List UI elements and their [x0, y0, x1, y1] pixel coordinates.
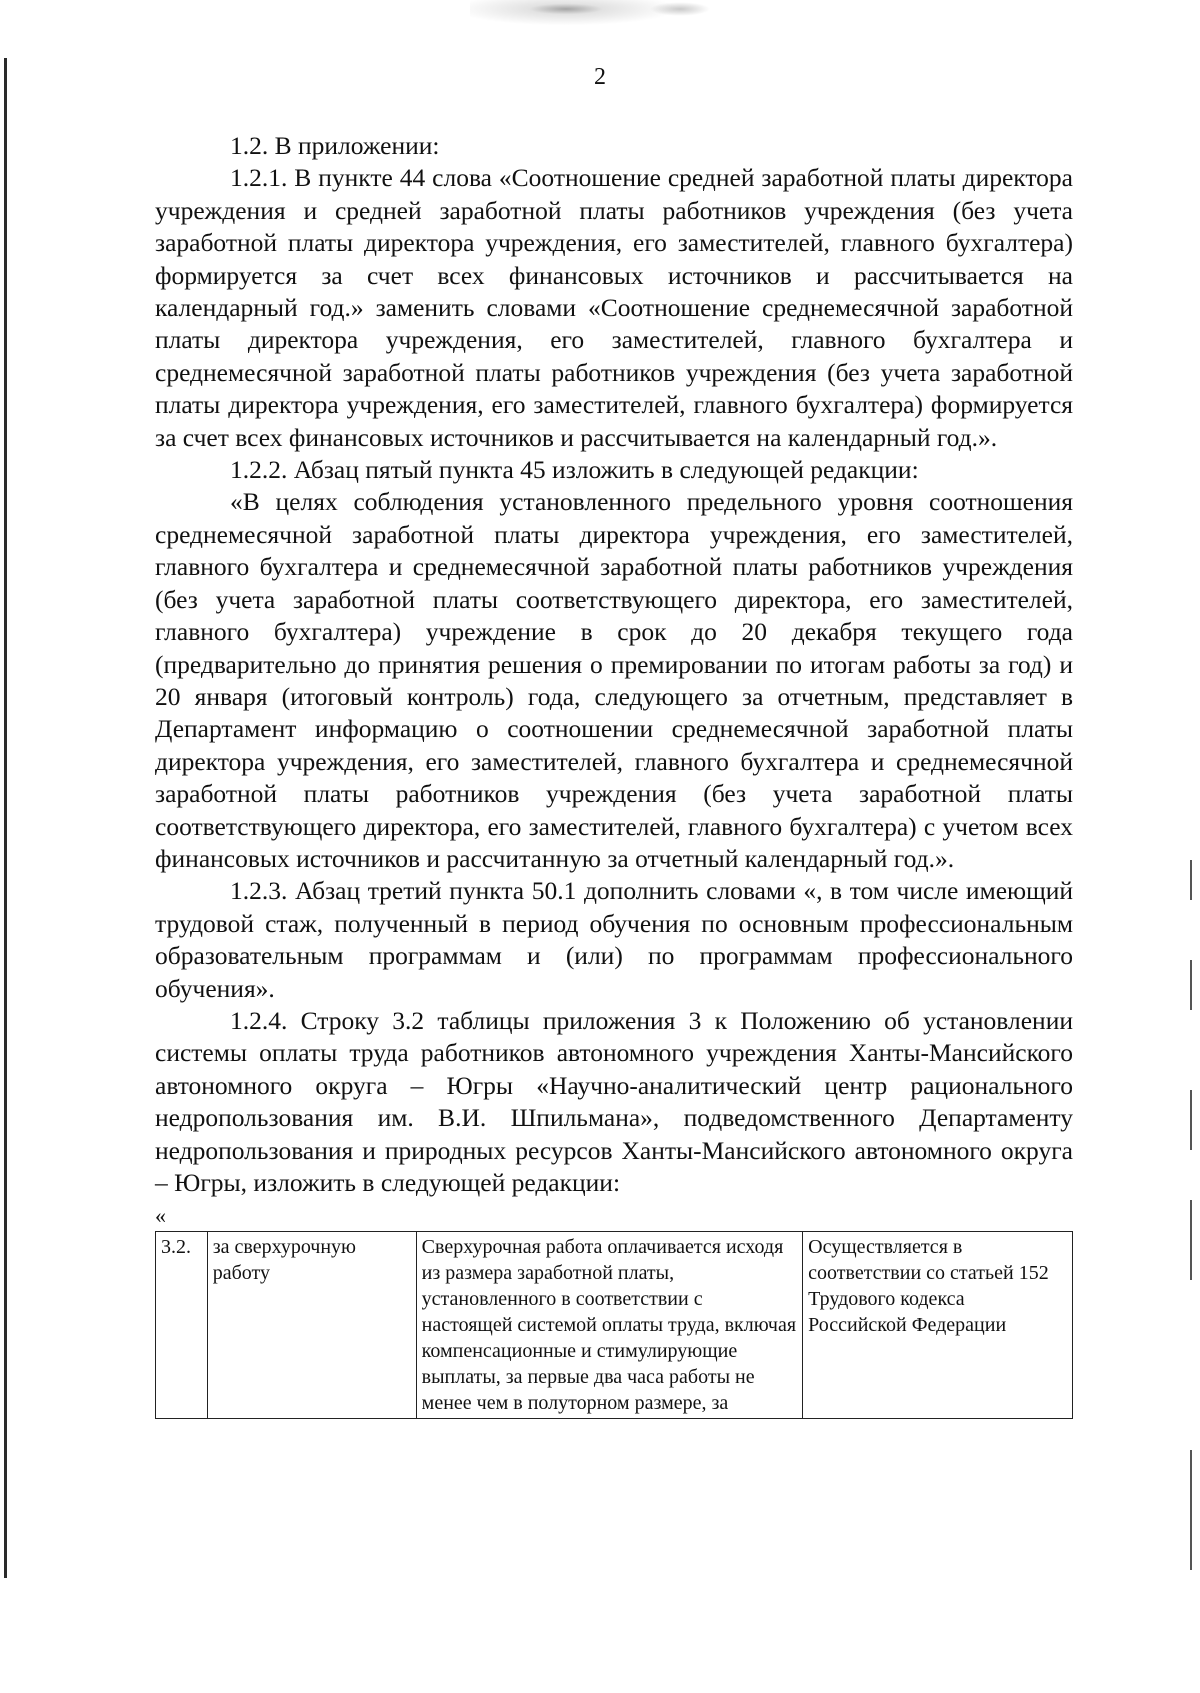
row-number: 3.2. [156, 1232, 208, 1419]
paragraph-1-2-3: 1.2.3. Абзац третий пункта 50.1 дополнить словами «, в том числе имеющий трудовой стаж, полученный в период обучения по основным профессиональным образовательным программам и (или) по программам профессионального обучения». [155, 876, 1073, 1003]
scan-edge-right [1190, 1450, 1192, 1570]
document-body [155, 130, 1073, 1419]
paragraph-quote: «В целях соблюдения установленного предельного уровня соотношения среднемесячной заработной платы директора учреждения, его заместителей, главного бухгалтера и среднемесячной заработной платы работников учреждения (без учета заработной платы соответствующего директора, его заместителей, главного бухгалтера) учреждение в срок до 20 декабря текущего года (предварительно до принятия решения о премировании по итогам работы за год) и 20 января (итоговый контроль) года, следующего за отчетным, представляет в Департамент информацию о соотношении среднемесячной заработной платы директора учреждения, его заместителей, главного бухгалтера и среднемесячной заработной платы работников учреждения (без учета заработной платы соответствующего директора, его заместителей, главного бухгалтера) с учетом всех финансовых источников и рассчитанную за отчетный календарный год.». [155, 487, 1073, 873]
paragraph-1-2-2: 1.2.2. Абзац пятый пункта 45 изложить в следующей редакции: [230, 455, 919, 485]
row-description: Сверхурочная работа оплачивается исходя из размера заработной платы, установленного в соответствии с настоящей системой оплаты труда, включая компенсационные и стимулирующие выплаты, за первые два часа работы не менее чем в полуторном размере, за [416, 1232, 802, 1419]
paragraph-1-2-1: 1.2.1. В пункте 44 слова «Соотношение средней заработной платы директора учреждения и средней заработной платы работников учреждения (без учета заработной платы директора учреждения, его заместителей, главного бухгалтера) формируется за счет всех финансовых источников и рассчитывается на календарный год.» заменить словами «Соотношение среднемесячной заработной платы директора учреждения, его заместителей, главного бухгалтера и среднемесячной заработной платы работников учреждения (без учета заработной платы директора учреждения, его заместителей, главного бухгалтера) формируется за счет всех финансовых источников и рассчитывается на календарный год.». [155, 163, 1073, 452]
scan-edge-right [1190, 860, 1192, 900]
scan-edge-right [1190, 1200, 1192, 1280]
salary-table [155, 1231, 1073, 1419]
row-note: Осуществляется в соответствии со статьей 152 Трудового кодекса Российской Федерации [803, 1232, 1073, 1419]
scan-edge-right [1190, 1090, 1192, 1150]
scan-edge-left [4, 58, 7, 1578]
table-row [156, 1232, 1073, 1419]
scan-artifact [650, 2, 710, 16]
quote-open-mark: « [155, 1203, 166, 1229]
paragraph-1-2-4: 1.2.4. Строку 3.2 таблицы приложения 3 к Положению об установлении системы оплаты труда работников автономного учреждения Ханты-Мансийского автономного округа – Югры «Научно-аналитический центр рационального недропользования им. В.И. Шпильмана», подведомственного Департаменту недропользования и природных ресурсов Ханты-Мансийского автономного округа – Югры, изложить в следующей редакции: [155, 1005, 1073, 1197]
row-name: за сверхурочную работу [207, 1232, 416, 1419]
scan-edge-right [1190, 960, 1192, 1010]
paragraph-1-2: 1.2. В приложении: [230, 131, 440, 160]
page-number: 2 [594, 64, 606, 90]
